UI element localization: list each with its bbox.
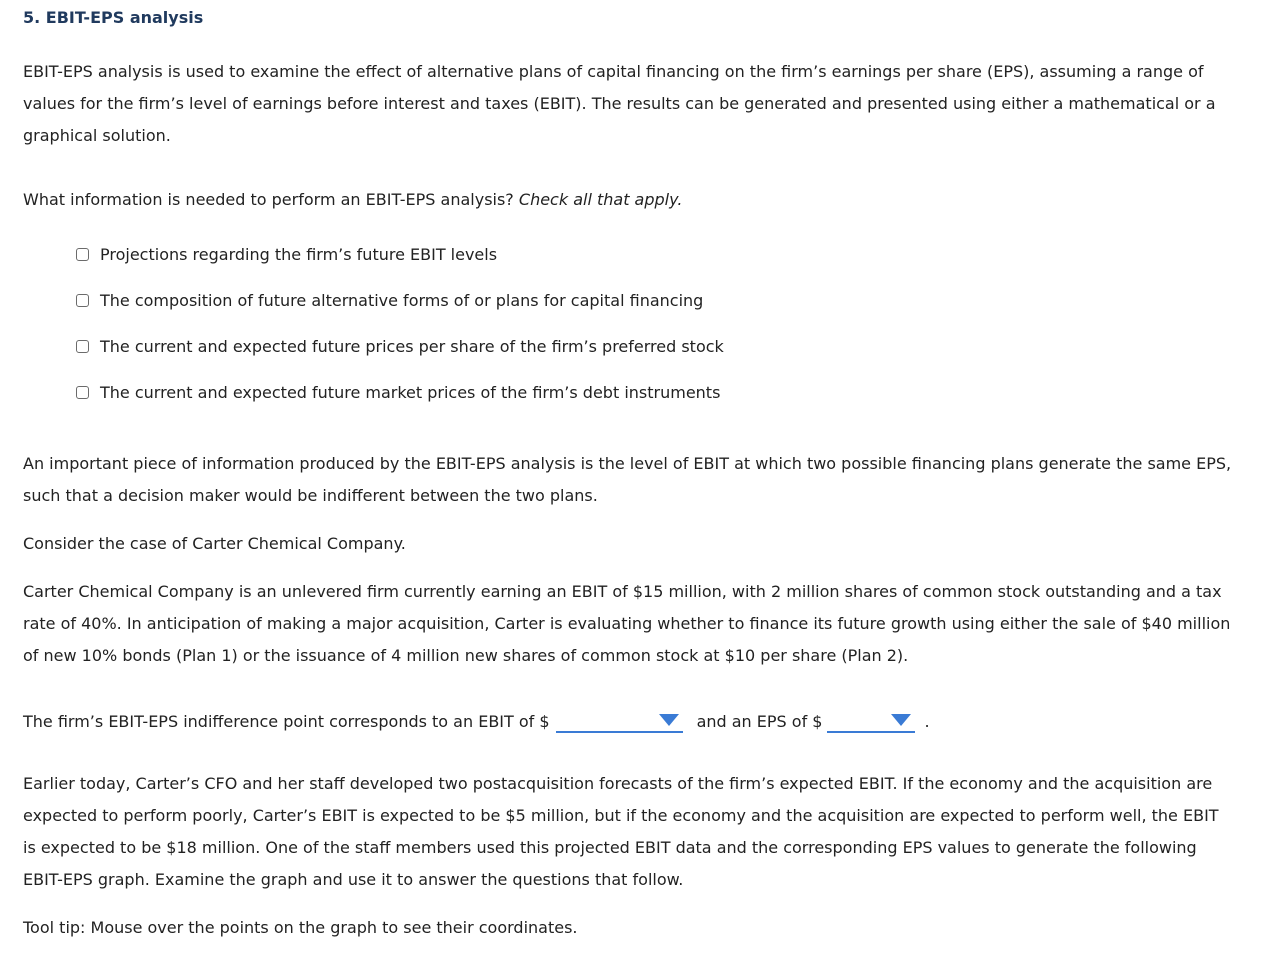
tooltip-line: Tool tip: Mouse over the points on the graph to see their coordinates.	[23, 918, 578, 937]
earlier-line: EBIT-EPS graph. Examine the graph and use it to answer the questions that follow.	[23, 870, 684, 889]
carter-line: of new 10% bonds (Plan 1) or the issuance of 4 million new shares of common stock at $10 per share (Plan 2).	[23, 646, 909, 665]
checkbox-label[interactable]: The current and expected future prices per share of the firm’s preferred stock	[100, 336, 724, 356]
carter-paragraph	[23, 576, 1261, 672]
intro-line: values for the firm’s level of earnings before interest and taxes (EBIT). The results can be generated and presented using either a mathematical or a	[23, 94, 1216, 113]
indifference-question	[23, 708, 930, 734]
earlier-paragraph	[23, 768, 1261, 896]
earlier-line: is expected to be $18 million. One of the staff members used this projected EBIT data and the corresponding EPS values to generate the following	[23, 838, 1197, 857]
chevron-down-icon[interactable]	[891, 714, 911, 726]
checkbox-label[interactable]: The composition of future alternative forms of or plans for capital financing	[100, 290, 704, 310]
indifference-suffix: .	[924, 711, 930, 731]
section-title: 5. EBIT-EPS analysis	[23, 8, 204, 27]
question-1-text: What information is needed to perform an EBIT-EPS analysis?	[23, 190, 519, 209]
question-1-hint: Check all that apply.	[518, 190, 683, 209]
carter-line: rate of 40%. In anticipation of making a major acquisition, Carter is evaluating whether to finance its future growth using either the sale of $40 million	[23, 614, 1231, 633]
question-1-prompt	[23, 185, 682, 215]
intro-paragraph	[23, 56, 1261, 152]
earlier-line: Earlier today, Carter’s CFO and her staff developed two postacquisition forecasts of the firm’s expected EBIT. If the economy and the acquisition are	[23, 774, 1213, 793]
intro-line: EBIT-EPS analysis is used to examine the effect of alternative plans of capital financing on the firm’s earnings per share (EPS), assuming a range of	[23, 62, 1204, 81]
chevron-down-icon[interactable]	[659, 714, 679, 726]
important-line: An important piece of information produced by the EBIT-EPS analysis is the level of EBIT at which two possible financing plans generate the same EPS,	[23, 454, 1232, 473]
intro-line: graphical solution.	[23, 126, 171, 145]
checkbox-option-preferred-stock-prices[interactable]	[76, 335, 724, 357]
indifference-prefix: The firm’s EBIT-EPS indifference point corresponds to an EBIT of $	[23, 711, 550, 731]
consider-line: Consider the case of Carter Chemical Company.	[23, 534, 406, 553]
checkbox[interactable]	[76, 294, 89, 307]
checkbox[interactable]	[76, 248, 89, 261]
ebit-dropdown[interactable]	[556, 709, 683, 733]
consider-paragraph	[23, 528, 1261, 560]
checkbox[interactable]	[76, 386, 89, 399]
checkbox-option-debt-prices[interactable]	[76, 381, 720, 403]
eps-dropdown[interactable]	[827, 709, 915, 733]
checkbox-option-ebit-projections[interactable]	[76, 243, 497, 265]
checkbox-label[interactable]: The current and expected future market prices of the firm’s debt instruments	[100, 382, 721, 402]
checkbox-label[interactable]: Projections regarding the firm’s future EBIT levels	[100, 244, 498, 264]
important-line: such that a decision maker would be indifferent between the two plans.	[23, 486, 598, 505]
checkbox-option-financing-composition[interactable]	[76, 289, 703, 311]
tooltip-paragraph	[23, 912, 1261, 944]
earlier-line: expected to perform poorly, Carter’s EBIT is expected to be $5 million, but if the economy and the acquisition are expected to perform well, the EBIT	[23, 806, 1219, 825]
checkbox[interactable]	[76, 340, 89, 353]
important-paragraph	[23, 448, 1261, 512]
carter-line: Carter Chemical Company is an unlevered firm currently earning an EBIT of $15 million, with 2 million shares of common stock outstanding and a tax	[23, 582, 1222, 601]
indifference-middle: and an EPS of $	[696, 711, 823, 731]
